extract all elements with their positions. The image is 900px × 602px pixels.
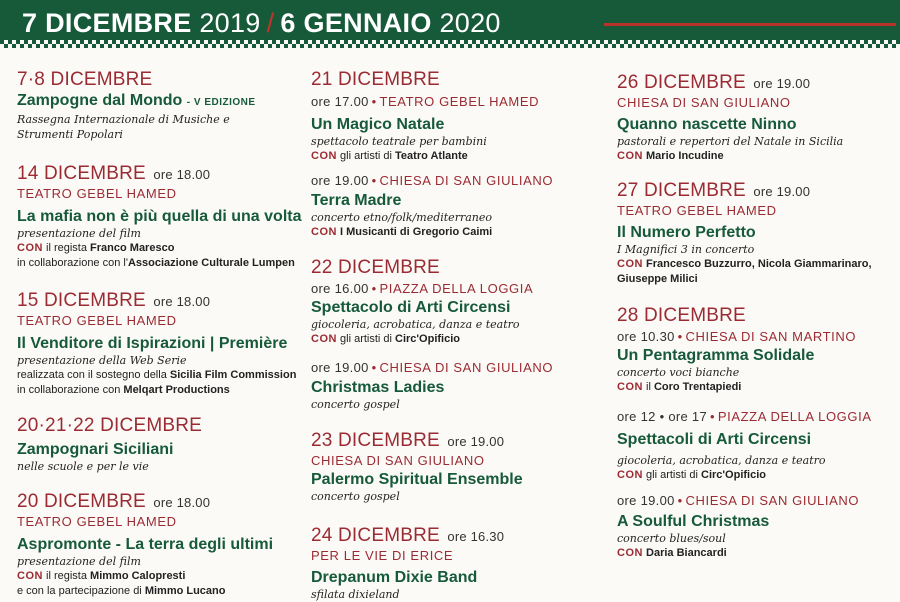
event-title: A Soulful Christmas [617,513,770,530]
event-description: giocoleria, acrobatica, danza e teatro [311,318,520,331]
event-credit: CON il regista Mimmo Calopresti [17,570,186,582]
event-a-soulful-christmas [617,493,900,561]
event-time: ore 19.00 [753,184,811,199]
header-rule [604,23,896,26]
event-credit: in collaborazione con l'Associazione Culturale Lumpen [17,257,295,269]
event-time-venue: ore 10.30 • CHIESA DI SAN MARTINO [617,329,857,344]
event-credit: CON I Musicanti di Gregorio Caimi [311,226,493,238]
event-date: 28 DICEMBRE [617,305,746,326]
header-date-start: 7 DICEMBRE [22,8,192,38]
header-year-start: 2019 [199,8,261,38]
event-palermo-spiritual-ensemble [311,430,601,504]
event-credit: CON gli artisti di Circ'Opificio [617,469,766,481]
event-credit: CON Francesco Buzzurro, Nicola Giammarinaro, [617,258,872,270]
event-spettacolo-arti-circensi [311,257,601,347]
event-venditore-di-ispirazioni [17,290,307,398]
event-date: 27 DICEMBRE ore 19.00 [617,180,811,201]
event-credit: CON gli artisti di Circ'Opificio [311,333,460,345]
event-date: 20 DICEMBRE ore 18.00 [17,491,211,512]
event-venue: CHIESA DI SAN GIULIANO [311,453,485,468]
event-date: 15 DICEMBRE ore 18.00 [17,290,211,311]
event-christmas-ladies [311,360,601,412]
event-drepanum-dixie-band [311,525,601,602]
event-title: Zampogne dal Mondo - V EDIZIONE [17,92,256,109]
event-zampognari-siciliani [17,415,307,474]
event-terra-madre [311,173,601,240]
event-title: La mafia non è più quella di una volta [17,208,302,225]
event-aspromonte [17,491,307,599]
event-title: Un Pentagramma Solidale [617,347,815,364]
event-description: concerto voci bianche [617,366,740,379]
event-title: Spettacolo di Arti Circensi [311,299,511,316]
event-credit: CON Mario Incudine [617,150,724,162]
header-year-end: 2020 [439,8,501,38]
event-description: I Magnifici 3 in concerto [617,243,755,256]
event-description: sfilata dixieland [311,588,400,601]
event-credit: CON il regista Franco Maresco [17,242,175,254]
event-title: Zampognari Siciliani [17,441,174,458]
event-venue: TEATRO GEBEL HAMED [17,514,177,529]
event-date: 21 DICEMBRE [311,69,440,90]
event-date: 7·8 DICEMBRE [17,69,153,90]
event-credit: realizzata con il sostegno della Sicilia Film Commission [17,369,297,381]
event-credit: in collaborazione con Melqart Productions [17,384,230,396]
header-date-end: 6 GENNAIO [280,8,432,38]
header-slash: / [266,8,275,38]
event-time-venue: ore 12 • ore 17 • PIAZZA DELLA LOGGIA [617,409,872,424]
event-credit: CON il Coro Trentapiedi [617,381,742,393]
event-description: Rassegna Internazionale di Musiche e [17,113,230,126]
event-description: giocoleria, acrobatica, danza e teatro [617,454,826,467]
event-zampogne-dal-mondo [17,69,307,142]
event-spettacoli-arti-circensi [617,409,900,483]
event-credit: CON gli artisti di Teatro Atlante [311,150,468,162]
event-description: concerto etno/folk/mediterraneo [311,211,492,224]
event-description: Strumenti Popolari [17,128,123,141]
event-period-title [22,6,501,40]
event-date: 22 DICEMBRE [311,257,440,278]
event-title: Christmas Ladies [311,379,445,396]
event-description: presentazione del film [17,227,141,240]
event-quanno-nascette-ninno [617,72,900,164]
event-description: pastorali e repertori del Natale in Sicilia [617,135,844,148]
event-time-venue: ore 19.00 • CHIESA DI SAN GIULIANO [311,360,554,375]
event-venue: PER LE VIE DI ERICE [311,548,454,563]
event-title: Spettacoli di Arti Circensi [617,431,812,448]
event-un-pentagramma-solidale [617,305,900,395]
event-time: ore 18.00 [153,294,211,309]
event-credit: e con la partecipazione di Mimmo Lucano [17,585,226,597]
event-description: presentazione del film [17,555,141,568]
event-venue: TEATRO GEBEL HAMED [617,203,777,218]
event-date: 14 DICEMBRE ore 18.00 [17,163,211,184]
event-date: 26 DICEMBRE ore 19.00 [617,72,811,93]
event-title: Quanno nascette Ninno [617,116,797,133]
event-title: Un Magico Natale [311,116,445,133]
event-title: Aspromonte - La terra degli ultimi [17,536,274,553]
event-description: spettacolo teatrale per bambini [311,135,487,148]
event-title: Terra Madre [311,192,402,209]
event-title: Palermo Spiritual Ensemble [311,471,523,488]
event-time-venue: ore 17.00 • TEATRO GEBEL HAMED [311,94,540,109]
edition-label: - V EDIZIONE [186,97,256,108]
event-la-mafia [17,163,307,271]
header-banner [0,0,900,48]
event-il-numero-perfetto [617,180,900,287]
event-credit: CON Daria Biancardi [617,547,727,559]
event-credit: Giuseppe Milici [617,273,698,285]
event-date: 24 DICEMBRE ore 16.30 [311,525,505,546]
event-time: ore 18.00 [153,167,211,182]
event-date: 20·21·22 DICEMBRE [17,415,203,436]
event-time: ore 16.30 [447,529,505,544]
event-time-venue: ore 19.00 • CHIESA DI SAN GIULIANO [311,173,554,188]
event-time: ore 18.00 [153,495,211,510]
event-description: concerto gospel [311,398,400,411]
event-time-venue: ore 19.00 • CHIESA DI SAN GIULIANO [617,493,860,508]
event-date: 23 DICEMBRE ore 19.00 [311,430,505,451]
event-time-venue: ore 16.00 • PIAZZA DELLA LOGGIA [311,281,534,296]
checkered-border [0,40,900,48]
event-time: ore 19.00 [753,76,811,91]
event-venue: TEATRO GEBEL HAMED [17,186,177,201]
event-description: nelle scuole e per le vie [17,460,149,473]
event-description: concerto blues/soul [617,532,726,545]
event-title: Drepanum Dixie Band [311,569,478,586]
event-venue: CHIESA DI SAN GIULIANO [617,95,791,110]
event-venue: TEATRO GEBEL HAMED [17,313,177,328]
event-time: ore 19.00 [447,434,505,449]
event-title: Il Venditore di Ispirazioni | Première [17,335,288,352]
event-title: Il Numero Perfetto [617,224,756,241]
event-description: concerto gospel [311,490,400,503]
event-description: presentazione della Web Serie [17,354,187,367]
event-un-magico-natale [311,69,601,164]
